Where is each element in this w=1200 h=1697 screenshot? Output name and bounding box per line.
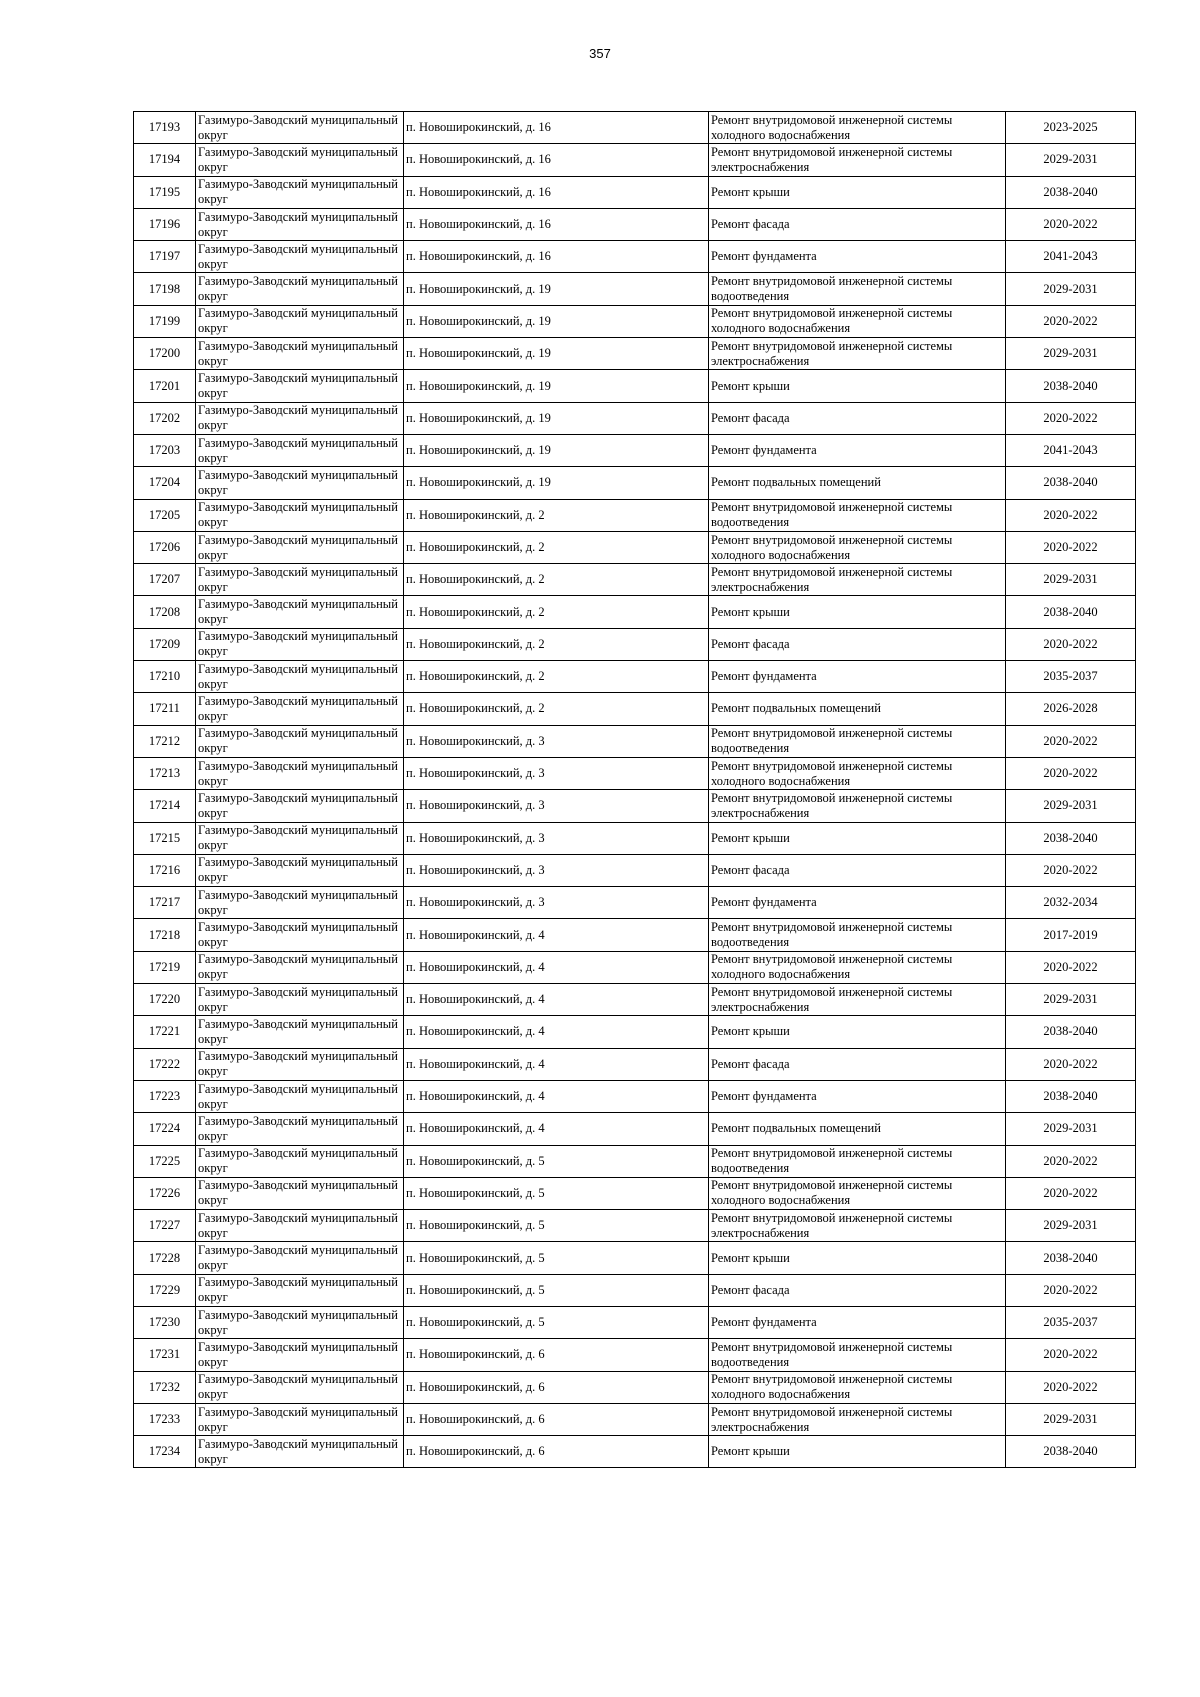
municipality-cell: Газимуро-Заводский муниципальный округ bbox=[196, 531, 404, 563]
address-cell: п. Новоширокинский, д. 5 bbox=[404, 1177, 709, 1209]
period-cell: 2020-2022 bbox=[1006, 1339, 1136, 1371]
address-cell: п. Новоширокинский, д. 3 bbox=[404, 757, 709, 789]
period-cell: 2029-2031 bbox=[1006, 144, 1136, 176]
period-cell: 2038-2040 bbox=[1006, 1436, 1136, 1468]
table-row bbox=[134, 531, 1136, 563]
work-type-cell: Ремонт внутридомовой инженерной системы холодного водоснабжения bbox=[709, 757, 1006, 789]
page-number: 357 bbox=[589, 46, 611, 61]
municipality-cell: Газимуро-Заводский муниципальный округ bbox=[196, 176, 404, 208]
municipality-cell: Газимуро-Заводский муниципальный округ bbox=[196, 951, 404, 983]
table-row bbox=[134, 1210, 1136, 1242]
period-cell: 2020-2022 bbox=[1006, 499, 1136, 531]
municipality-cell: Газимуро-Заводский муниципальный округ bbox=[196, 628, 404, 660]
period-cell: 2020-2022 bbox=[1006, 402, 1136, 434]
period-cell: 2020-2022 bbox=[1006, 305, 1136, 337]
table-row bbox=[134, 1339, 1136, 1371]
work-type-cell: Ремонт внутридомовой инженерной системы водоотведения bbox=[709, 1339, 1006, 1371]
period-cell: 2038-2040 bbox=[1006, 1242, 1136, 1274]
row-number-cell: 17199 bbox=[134, 305, 196, 337]
municipality-cell: Газимуро-Заводский муниципальный округ bbox=[196, 887, 404, 919]
period-cell: 2035-2037 bbox=[1006, 661, 1136, 693]
table-row bbox=[134, 1080, 1136, 1112]
period-cell: 2020-2022 bbox=[1006, 208, 1136, 240]
period-cell: 2029-2031 bbox=[1006, 984, 1136, 1016]
period-cell: 2029-2031 bbox=[1006, 790, 1136, 822]
municipality-cell: Газимуро-Заводский муниципальный округ bbox=[196, 1242, 404, 1274]
row-number-cell: 17219 bbox=[134, 951, 196, 983]
table-row bbox=[134, 854, 1136, 886]
address-cell: п. Новоширокинский, д. 19 bbox=[404, 467, 709, 499]
work-type-cell: Ремонт фундамента bbox=[709, 1306, 1006, 1338]
work-type-cell: Ремонт крыши bbox=[709, 176, 1006, 208]
row-number-cell: 17207 bbox=[134, 564, 196, 596]
period-cell: 2032-2034 bbox=[1006, 887, 1136, 919]
period-cell: 2020-2022 bbox=[1006, 628, 1136, 660]
municipality-cell: Газимуро-Заводский муниципальный округ bbox=[196, 434, 404, 466]
address-cell: п. Новоширокинский, д. 19 bbox=[404, 402, 709, 434]
period-cell: 2029-2031 bbox=[1006, 1113, 1136, 1145]
row-number-cell: 17201 bbox=[134, 370, 196, 402]
address-cell: п. Новоширокинский, д. 3 bbox=[404, 725, 709, 757]
row-number-cell: 17193 bbox=[134, 112, 196, 144]
table-row bbox=[134, 693, 1136, 725]
table-row bbox=[134, 1274, 1136, 1306]
address-cell: п. Новоширокинский, д. 5 bbox=[404, 1306, 709, 1338]
municipality-cell: Газимуро-Заводский муниципальный округ bbox=[196, 919, 404, 951]
period-cell: 2029-2031 bbox=[1006, 1210, 1136, 1242]
municipality-cell: Газимуро-Заводский муниципальный округ bbox=[196, 370, 404, 402]
table-row bbox=[134, 208, 1136, 240]
row-number-cell: 17231 bbox=[134, 1339, 196, 1371]
period-cell: 2029-2031 bbox=[1006, 273, 1136, 305]
work-type-cell: Ремонт фундамента bbox=[709, 887, 1006, 919]
period-cell: 2038-2040 bbox=[1006, 1080, 1136, 1112]
municipality-cell: Газимуро-Заводский муниципальный округ bbox=[196, 338, 404, 370]
row-number-cell: 17229 bbox=[134, 1274, 196, 1306]
period-cell: 2029-2031 bbox=[1006, 1403, 1136, 1435]
table-row bbox=[134, 273, 1136, 305]
table-row bbox=[134, 757, 1136, 789]
table-row bbox=[134, 790, 1136, 822]
period-cell: 2020-2022 bbox=[1006, 951, 1136, 983]
row-number-cell: 17204 bbox=[134, 467, 196, 499]
address-cell: п. Новоширокинский, д. 4 bbox=[404, 1016, 709, 1048]
municipality-cell: Газимуро-Заводский муниципальный округ bbox=[196, 112, 404, 144]
municipality-cell: Газимуро-Заводский муниципальный округ bbox=[196, 725, 404, 757]
row-number-cell: 17232 bbox=[134, 1371, 196, 1403]
table-row bbox=[134, 919, 1136, 951]
period-cell: 2020-2022 bbox=[1006, 531, 1136, 563]
row-number-cell: 17224 bbox=[134, 1113, 196, 1145]
work-type-cell: Ремонт внутридомовой инженерной системы холодного водоснабжения bbox=[709, 112, 1006, 144]
period-cell: 2020-2022 bbox=[1006, 854, 1136, 886]
row-number-cell: 17215 bbox=[134, 822, 196, 854]
address-cell: п. Новоширокинский, д. 2 bbox=[404, 628, 709, 660]
work-type-cell: Ремонт внутридомовой инженерной системы холодного водоснабжения bbox=[709, 531, 1006, 563]
municipality-cell: Газимуро-Заводский муниципальный округ bbox=[196, 984, 404, 1016]
work-type-cell: Ремонт внутридомовой инженерной системы электроснабжения bbox=[709, 984, 1006, 1016]
table-row bbox=[134, 984, 1136, 1016]
row-number-cell: 17217 bbox=[134, 887, 196, 919]
work-type-cell: Ремонт внутридомовой инженерной системы электроснабжения bbox=[709, 338, 1006, 370]
work-type-cell: Ремонт фундамента bbox=[709, 1080, 1006, 1112]
municipality-cell: Газимуро-Заводский муниципальный округ bbox=[196, 1016, 404, 1048]
period-cell: 2029-2031 bbox=[1006, 564, 1136, 596]
work-type-cell: Ремонт фасада bbox=[709, 208, 1006, 240]
period-cell: 2020-2022 bbox=[1006, 1274, 1136, 1306]
table-row bbox=[134, 467, 1136, 499]
row-number-cell: 17233 bbox=[134, 1403, 196, 1435]
row-number-cell: 17202 bbox=[134, 402, 196, 434]
row-number-cell: 17205 bbox=[134, 499, 196, 531]
work-type-cell: Ремонт внутридомовой инженерной системы холодного водоснабжения bbox=[709, 305, 1006, 337]
row-number-cell: 17223 bbox=[134, 1080, 196, 1112]
work-type-cell: Ремонт внутридомовой инженерной системы холодного водоснабжения bbox=[709, 1371, 1006, 1403]
row-number-cell: 17221 bbox=[134, 1016, 196, 1048]
work-type-cell: Ремонт внутридомовой инженерной системы водоотведения bbox=[709, 499, 1006, 531]
period-cell: 2017-2019 bbox=[1006, 919, 1136, 951]
row-number-cell: 17230 bbox=[134, 1306, 196, 1338]
table-row bbox=[134, 951, 1136, 983]
work-type-cell: Ремонт внутридомовой инженерной системы электроснабжения bbox=[709, 1210, 1006, 1242]
table-row bbox=[134, 887, 1136, 919]
work-type-cell: Ремонт внутридомовой инженерной системы электроснабжения bbox=[709, 790, 1006, 822]
table-row bbox=[134, 1113, 1136, 1145]
table-row bbox=[134, 1242, 1136, 1274]
address-cell: п. Новоширокинский, д. 2 bbox=[404, 564, 709, 596]
period-cell: 2038-2040 bbox=[1006, 822, 1136, 854]
table-row bbox=[134, 1436, 1136, 1468]
municipality-cell: Газимуро-Заводский муниципальный округ bbox=[196, 1080, 404, 1112]
address-cell: п. Новоширокинский, д. 4 bbox=[404, 951, 709, 983]
work-type-cell: Ремонт внутридомовой инженерной системы электроснабжения bbox=[709, 564, 1006, 596]
period-cell: 2041-2043 bbox=[1006, 241, 1136, 273]
work-type-cell: Ремонт крыши bbox=[709, 596, 1006, 628]
municipality-cell: Газимуро-Заводский муниципальный округ bbox=[196, 1371, 404, 1403]
municipality-cell: Газимуро-Заводский муниципальный округ bbox=[196, 757, 404, 789]
work-type-cell: Ремонт крыши bbox=[709, 1242, 1006, 1274]
work-type-cell: Ремонт подвальных помещений bbox=[709, 1113, 1006, 1145]
work-type-cell: Ремонт крыши bbox=[709, 1436, 1006, 1468]
row-number-cell: 17234 bbox=[134, 1436, 196, 1468]
municipality-cell: Газимуро-Заводский муниципальный округ bbox=[196, 1436, 404, 1468]
table-row bbox=[134, 370, 1136, 402]
municipality-cell: Газимуро-Заводский муниципальный округ bbox=[196, 1339, 404, 1371]
work-type-cell: Ремонт крыши bbox=[709, 1016, 1006, 1048]
municipality-cell: Газимуро-Заводский муниципальный округ bbox=[196, 822, 404, 854]
row-number-cell: 17209 bbox=[134, 628, 196, 660]
municipality-cell: Газимуро-Заводский муниципальный округ bbox=[196, 1210, 404, 1242]
table-row bbox=[134, 628, 1136, 660]
municipality-cell: Газимуро-Заводский муниципальный округ bbox=[196, 564, 404, 596]
table-row bbox=[134, 1016, 1136, 1048]
period-cell: 2023-2025 bbox=[1006, 112, 1136, 144]
address-cell: п. Новоширокинский, д. 2 bbox=[404, 693, 709, 725]
municipality-cell: Газимуро-Заводский муниципальный округ bbox=[196, 1048, 404, 1080]
table-row bbox=[134, 661, 1136, 693]
work-type-cell: Ремонт внутридомовой инженерной системы холодного водоснабжения bbox=[709, 951, 1006, 983]
table-row bbox=[134, 1403, 1136, 1435]
address-cell: п. Новоширокинский, д. 16 bbox=[404, 241, 709, 273]
period-cell: 2026-2028 bbox=[1006, 693, 1136, 725]
row-number-cell: 17225 bbox=[134, 1145, 196, 1177]
work-type-cell: Ремонт фундамента bbox=[709, 241, 1006, 273]
period-cell: 2038-2040 bbox=[1006, 1016, 1136, 1048]
work-type-cell: Ремонт внутридомовой инженерной системы водоотведения bbox=[709, 919, 1006, 951]
row-number-cell: 17214 bbox=[134, 790, 196, 822]
work-type-cell: Ремонт крыши bbox=[709, 822, 1006, 854]
period-cell: 2020-2022 bbox=[1006, 1177, 1136, 1209]
work-type-cell: Ремонт внутридомовой инженерной системы холодного водоснабжения bbox=[709, 1177, 1006, 1209]
work-type-cell: Ремонт фундамента bbox=[709, 434, 1006, 466]
period-cell: 2038-2040 bbox=[1006, 176, 1136, 208]
municipality-cell: Газимуро-Заводский муниципальный округ bbox=[196, 1403, 404, 1435]
period-cell: 2020-2022 bbox=[1006, 1145, 1136, 1177]
municipality-cell: Газимуро-Заводский муниципальный округ bbox=[196, 1177, 404, 1209]
work-type-cell: Ремонт фундамента bbox=[709, 661, 1006, 693]
period-cell: 2038-2040 bbox=[1006, 467, 1136, 499]
table-row bbox=[134, 1371, 1136, 1403]
address-cell: п. Новоширокинский, д. 3 bbox=[404, 887, 709, 919]
municipality-cell: Газимуро-Заводский муниципальный округ bbox=[196, 467, 404, 499]
row-number-cell: 17197 bbox=[134, 241, 196, 273]
municipality-cell: Газимуро-Заводский муниципальный округ bbox=[196, 1113, 404, 1145]
address-cell: п. Новоширокинский, д. 2 bbox=[404, 531, 709, 563]
municipality-cell: Газимуро-Заводский муниципальный округ bbox=[196, 1145, 404, 1177]
period-cell: 2020-2022 bbox=[1006, 757, 1136, 789]
address-cell: п. Новоширокинский, д. 16 bbox=[404, 112, 709, 144]
work-type-cell: Ремонт внутридомовой инженерной системы электроснабжения bbox=[709, 144, 1006, 176]
address-cell: п. Новоширокинский, д. 4 bbox=[404, 984, 709, 1016]
address-cell: п. Новоширокинский, д. 6 bbox=[404, 1339, 709, 1371]
table-row bbox=[134, 305, 1136, 337]
row-number-cell: 17200 bbox=[134, 338, 196, 370]
row-number-cell: 17206 bbox=[134, 531, 196, 563]
table-row bbox=[134, 241, 1136, 273]
municipality-cell: Газимуро-Заводский муниципальный округ bbox=[196, 273, 404, 305]
municipality-cell: Газимуро-Заводский муниципальный округ bbox=[196, 499, 404, 531]
address-cell: п. Новоширокинский, д. 5 bbox=[404, 1274, 709, 1306]
row-number-cell: 17222 bbox=[134, 1048, 196, 1080]
row-number-cell: 17208 bbox=[134, 596, 196, 628]
table-row bbox=[134, 434, 1136, 466]
municipality-cell: Газимуро-Заводский муниципальный округ bbox=[196, 241, 404, 273]
table-row bbox=[134, 144, 1136, 176]
address-cell: п. Новоширокинский, д. 6 bbox=[404, 1371, 709, 1403]
period-cell: 2020-2022 bbox=[1006, 725, 1136, 757]
table-body bbox=[134, 112, 1136, 1468]
table-row bbox=[134, 725, 1136, 757]
municipality-cell: Газимуро-Заводский муниципальный округ bbox=[196, 661, 404, 693]
table-row bbox=[134, 1177, 1136, 1209]
work-type-cell: Ремонт подвальных помещений bbox=[709, 467, 1006, 499]
work-type-cell: Ремонт фасада bbox=[709, 628, 1006, 660]
table-row bbox=[134, 112, 1136, 144]
address-cell: п. Новоширокинский, д. 5 bbox=[404, 1145, 709, 1177]
row-number-cell: 17194 bbox=[134, 144, 196, 176]
work-type-cell: Ремонт фасада bbox=[709, 1048, 1006, 1080]
table-row bbox=[134, 402, 1136, 434]
work-type-cell: Ремонт фасада bbox=[709, 402, 1006, 434]
row-number-cell: 17211 bbox=[134, 693, 196, 725]
period-cell: 2041-2043 bbox=[1006, 434, 1136, 466]
period-cell: 2038-2040 bbox=[1006, 596, 1136, 628]
table-row bbox=[134, 564, 1136, 596]
municipality-cell: Газимуро-Заводский муниципальный округ bbox=[196, 402, 404, 434]
table-row bbox=[134, 499, 1136, 531]
address-cell: п. Новоширокинский, д. 19 bbox=[404, 434, 709, 466]
table-row bbox=[134, 1048, 1136, 1080]
municipality-cell: Газимуро-Заводский муниципальный округ bbox=[196, 693, 404, 725]
row-number-cell: 17218 bbox=[134, 919, 196, 951]
municipality-cell: Газимуро-Заводский муниципальный округ bbox=[196, 208, 404, 240]
work-type-cell: Ремонт внутридомовой инженерной системы водоотведения bbox=[709, 725, 1006, 757]
municipality-cell: Газимуро-Заводский муниципальный округ bbox=[196, 790, 404, 822]
row-number-cell: 17228 bbox=[134, 1242, 196, 1274]
row-number-cell: 17203 bbox=[134, 434, 196, 466]
address-cell: п. Новоширокинский, д. 2 bbox=[404, 596, 709, 628]
address-cell: п. Новоширокинский, д. 16 bbox=[404, 208, 709, 240]
address-cell: п. Новоширокинский, д. 19 bbox=[404, 338, 709, 370]
row-number-cell: 17226 bbox=[134, 1177, 196, 1209]
address-cell: п. Новоширокинский, д. 5 bbox=[404, 1242, 709, 1274]
table-row bbox=[134, 1145, 1136, 1177]
row-number-cell: 17196 bbox=[134, 208, 196, 240]
address-cell: п. Новоширокинский, д. 6 bbox=[404, 1403, 709, 1435]
row-number-cell: 17227 bbox=[134, 1210, 196, 1242]
table-row bbox=[134, 176, 1136, 208]
municipality-cell: Газимуро-Заводский муниципальный округ bbox=[196, 854, 404, 886]
address-cell: п. Новоширокинский, д. 3 bbox=[404, 822, 709, 854]
row-number-cell: 17212 bbox=[134, 725, 196, 757]
address-cell: п. Новоширокинский, д. 16 bbox=[404, 144, 709, 176]
work-type-cell: Ремонт подвальных помещений bbox=[709, 693, 1006, 725]
address-cell: п. Новоширокинский, д. 5 bbox=[404, 1210, 709, 1242]
period-cell: 2035-2037 bbox=[1006, 1306, 1136, 1338]
period-cell: 2020-2022 bbox=[1006, 1048, 1136, 1080]
municipality-cell: Газимуро-Заводский муниципальный округ bbox=[196, 1306, 404, 1338]
address-cell: п. Новоширокинский, д. 4 bbox=[404, 1048, 709, 1080]
municipality-cell: Газимуро-Заводский муниципальный округ bbox=[196, 305, 404, 337]
table-row bbox=[134, 596, 1136, 628]
work-type-cell: Ремонт внутридомовой инженерной системы водоотведения bbox=[709, 1145, 1006, 1177]
row-number-cell: 17216 bbox=[134, 854, 196, 886]
row-number-cell: 17213 bbox=[134, 757, 196, 789]
period-cell: 2029-2031 bbox=[1006, 338, 1136, 370]
period-cell: 2038-2040 bbox=[1006, 370, 1136, 402]
address-cell: п. Новоширокинский, д. 19 bbox=[404, 305, 709, 337]
work-type-cell: Ремонт фасада bbox=[709, 854, 1006, 886]
address-cell: п. Новоширокинский, д. 2 bbox=[404, 499, 709, 531]
address-cell: п. Новоширокинский, д. 3 bbox=[404, 854, 709, 886]
work-type-cell: Ремонт внутридомовой инженерной системы электроснабжения bbox=[709, 1403, 1006, 1435]
row-number-cell: 17198 bbox=[134, 273, 196, 305]
address-cell: п. Новоширокинский, д. 2 bbox=[404, 661, 709, 693]
work-type-cell: Ремонт внутридомовой инженерной системы водоотведения bbox=[709, 273, 1006, 305]
row-number-cell: 17210 bbox=[134, 661, 196, 693]
address-cell: п. Новоширокинский, д. 16 bbox=[404, 176, 709, 208]
address-cell: п. Новоширокинский, д. 3 bbox=[404, 790, 709, 822]
table-row bbox=[134, 338, 1136, 370]
row-number-cell: 17220 bbox=[134, 984, 196, 1016]
address-cell: п. Новоширокинский, д. 19 bbox=[404, 370, 709, 402]
address-cell: п. Новоширокинский, д. 4 bbox=[404, 919, 709, 951]
repair-schedule-table bbox=[133, 111, 1136, 1468]
period-cell: 2020-2022 bbox=[1006, 1371, 1136, 1403]
work-type-cell: Ремонт фасада bbox=[709, 1274, 1006, 1306]
address-cell: п. Новоширокинский, д. 4 bbox=[404, 1080, 709, 1112]
row-number-cell: 17195 bbox=[134, 176, 196, 208]
address-cell: п. Новоширокинский, д. 4 bbox=[404, 1113, 709, 1145]
address-cell: п. Новоширокинский, д. 19 bbox=[404, 273, 709, 305]
municipality-cell: Газимуро-Заводский муниципальный округ bbox=[196, 596, 404, 628]
address-cell: п. Новоширокинский, д. 6 bbox=[404, 1436, 709, 1468]
table-row bbox=[134, 1306, 1136, 1338]
municipality-cell: Газимуро-Заводский муниципальный округ bbox=[196, 144, 404, 176]
table-row bbox=[134, 822, 1136, 854]
municipality-cell: Газимуро-Заводский муниципальный округ bbox=[196, 1274, 404, 1306]
work-type-cell: Ремонт крыши bbox=[709, 370, 1006, 402]
